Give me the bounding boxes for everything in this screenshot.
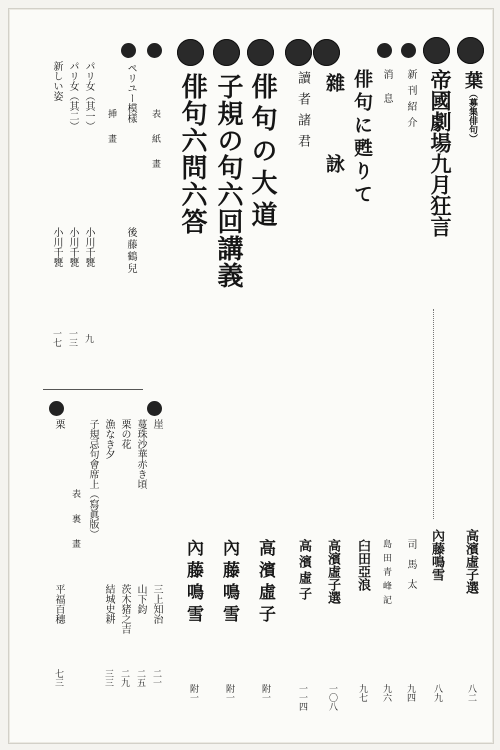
main1-page: 附一 — [260, 684, 270, 702]
atarashi-page: 一七 — [51, 329, 61, 347]
bullet-icon — [423, 37, 450, 64]
shinkan-author: 司馬太 — [405, 539, 416, 599]
cover-title: 表紙畫 — [150, 109, 160, 184]
zatsuei-author: 高濱虛子選 — [325, 539, 340, 604]
bullet-icon — [49, 401, 64, 416]
tama-title: 蔓珠沙華赤き頃 — [135, 419, 146, 489]
kabuki-author: 內藤鳴雪 — [429, 529, 444, 581]
kuri-hana-page: 二九 — [119, 669, 129, 687]
pari1-title: パリ女（其一） — [83, 61, 94, 131]
bullet-icon — [147, 43, 162, 58]
zatsuei-page: 一〇八 — [327, 684, 337, 711]
sashie-title: 挿畫 — [106, 109, 116, 159]
leaf-page: 八二 — [466, 684, 476, 702]
leaf-subtitle: （募集俳句） — [467, 89, 477, 143]
pain-author: 三上知治 — [151, 584, 162, 624]
kuri-title: 栗 — [53, 419, 64, 429]
dokusha-title: 讀者諸君 — [295, 71, 310, 155]
section-divider — [43, 389, 143, 390]
hyoshi-title: 表裏畫 — [70, 489, 80, 564]
leaf-title: 葉（募集俳句） — [462, 71, 483, 143]
bullet-icon — [177, 39, 204, 66]
main2-page: 附一 — [224, 684, 234, 702]
berryu-author: 後藤鶴兒 — [125, 227, 136, 275]
main3-title: 俳句六問六答 — [177, 73, 207, 235]
tama-page: 二五 — [135, 669, 145, 687]
pari1-author: 小川千甕 — [83, 227, 94, 267]
shinkan-page: 九四 — [405, 684, 415, 702]
kabuki-page: 八九 — [432, 684, 442, 702]
shinkan-title: 新刊紹介 — [405, 69, 416, 133]
gyo-author: 結城史耕 — [103, 584, 114, 624]
shoso-title: 消息 — [381, 69, 392, 117]
dokusha-author: 高濱虛子 — [296, 539, 311, 603]
kuri-hana-title: 栗の花 — [119, 419, 130, 449]
pain-title: 崖 — [151, 419, 162, 429]
bullet-icon — [457, 37, 484, 64]
bullet-icon — [121, 43, 136, 58]
zatsuei-title: 雜詠 — [323, 73, 345, 235]
main1-title: 俳句の大道 — [247, 73, 277, 233]
main3-page: 附一 — [188, 684, 198, 702]
haiku-ni-author: 臼田亞浪 — [355, 539, 370, 591]
bullet-icon — [377, 43, 392, 58]
pari2-title: パリ女（其二） — [67, 61, 78, 131]
bullet-icon — [247, 39, 274, 66]
shoso-author: 島田青峰記 — [381, 539, 391, 609]
bullet-icon — [285, 39, 312, 66]
kabuki-title: 帝國劇場九月狂言 — [428, 69, 453, 237]
dokusha-page: 一一四 — [297, 684, 307, 711]
haiku-ni-page: 九七 — [357, 684, 367, 702]
bullet-icon — [401, 43, 416, 58]
gyo-page: 三三 — [103, 669, 113, 687]
bullet-icon — [147, 401, 162, 416]
pain-page: 二一 — [151, 669, 161, 687]
dot-leader — [433, 309, 435, 519]
pari2-author: 小川千甕 — [67, 227, 78, 267]
main1-author: 高濱虛子 — [255, 539, 275, 627]
gyo-title: 漁なき夕 — [103, 419, 114, 459]
tama-author: 山下鈞 — [135, 584, 146, 614]
table-of-contents-page — [8, 8, 494, 744]
kuri-hana-author: 茨木猪之吉 — [119, 584, 130, 634]
main2-author: 內藤鳴雪 — [219, 539, 239, 627]
atarashi-title: 新しい姿 — [51, 61, 62, 101]
berryu-title: ペリユー模樣 — [125, 63, 136, 123]
haiku-ni-title: 俳句に甦りて — [351, 69, 373, 207]
main3-author: 內藤鳴雪 — [183, 539, 203, 627]
bullet-icon — [213, 39, 240, 66]
leaf-author: 高濱虛子選 — [463, 529, 478, 594]
shiki-title: 子規忌句會席上（寫眞版） — [87, 419, 98, 539]
main2-title: 子規の句六回講義 — [213, 73, 243, 289]
atarashi-author: 小川千甕 — [51, 227, 62, 267]
kuri-page: 七三 — [53, 669, 63, 687]
kuri-author: 平福百穗 — [53, 584, 64, 624]
pari1-page: 九 — [83, 334, 93, 343]
pari2-page: 一三 — [67, 329, 77, 347]
shoso-page: 九六 — [381, 684, 391, 702]
bullet-icon — [313, 39, 340, 66]
